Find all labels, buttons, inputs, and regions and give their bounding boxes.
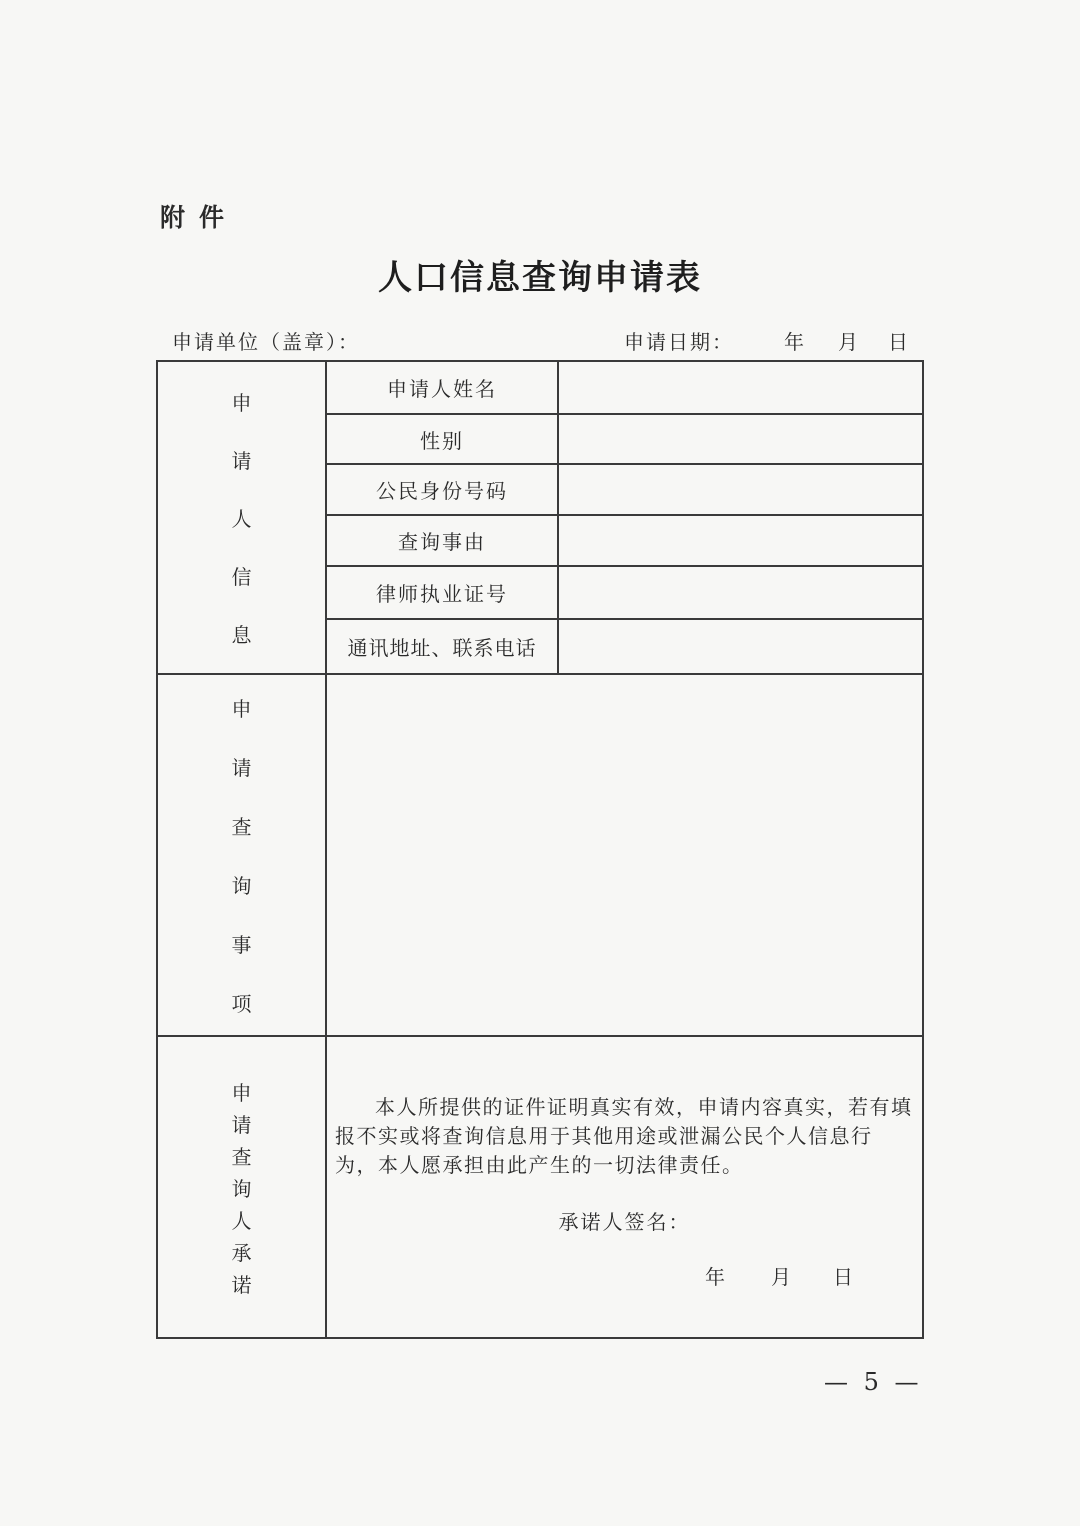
heading-char: 请 — [231, 449, 252, 473]
heading-char: 申 — [231, 697, 252, 721]
field-value-lawyer-license[interactable] — [558, 566, 923, 619]
field-value-gender[interactable] — [558, 414, 923, 464]
section-applicant-info-heading — [157, 361, 326, 674]
applicant-unit-label: 申请单位（盖章）： — [172, 330, 360, 354]
field-value-id-number[interactable] — [558, 464, 923, 515]
field-value-address-phone[interactable] — [558, 619, 923, 674]
heading-char: 人 — [231, 507, 252, 531]
section-pledge-heading — [157, 1036, 326, 1338]
field-label-query-reason: 查询事由 — [326, 515, 558, 566]
heading-char: 项 — [231, 992, 252, 1016]
date-day-label: 日 — [888, 330, 910, 354]
section-query-items-heading — [157, 674, 326, 1036]
date-month-label: 月 — [838, 330, 860, 354]
field-label-applicant-name: 申请人姓名 — [326, 361, 558, 414]
heading-char: 查 — [231, 815, 252, 839]
field-label-id-number: 公民身份号码 — [326, 464, 558, 515]
heading-char: 事 — [231, 933, 252, 957]
field-label-lawyer-license: 律师执业证号 — [326, 566, 558, 619]
heading-char: 请 — [231, 756, 252, 780]
application-form-table — [156, 360, 924, 1339]
pledge-date — [327, 1261, 922, 1290]
heading-char: 请 — [231, 1112, 252, 1137]
application-date — [624, 326, 914, 355]
application-date-label: 申请日期： — [624, 330, 734, 354]
heading-char: 人 — [231, 1208, 252, 1233]
heading-char: 诺 — [231, 1272, 252, 1297]
heading-char: 询 — [231, 874, 252, 898]
pledge-year-label: 年 — [705, 1265, 725, 1289]
heading-char: 查 — [231, 1144, 252, 1169]
field-label-address-phone: 通讯地址、联系电话 — [326, 619, 558, 674]
heading-char: 承 — [231, 1240, 252, 1265]
field-value-applicant-name[interactable] — [558, 361, 923, 414]
pledge-day-label: 日 — [833, 1265, 853, 1289]
heading-char: 申 — [231, 1080, 252, 1105]
pledge-cell — [326, 1036, 923, 1338]
field-label-gender: 性别 — [326, 414, 558, 464]
query-items-content[interactable] — [326, 674, 923, 1036]
heading-char: 询 — [231, 1176, 252, 1201]
field-value-query-reason[interactable] — [558, 515, 923, 566]
page-number: — 5 — — [824, 1368, 923, 1396]
pledge-text: 本人所提供的证件证明真实有效，申请内容真实，若有填报不实或将查询信息用于其他用途或泄漏公民个人信息行为，本人愿承担由此产生的一切法律责任。 — [335, 1095, 913, 1177]
heading-char: 信 — [231, 565, 252, 589]
heading-char: 申 — [231, 391, 252, 415]
date-year-label: 年 — [784, 330, 806, 354]
signature-label: 承诺人签名： — [558, 1210, 691, 1234]
form-title: 人口信息查询申请表 — [378, 258, 702, 298]
heading-char: 息 — [231, 623, 252, 647]
pledge-month-label: 月 — [771, 1265, 791, 1289]
attachment-label: 附件 — [160, 203, 239, 232]
